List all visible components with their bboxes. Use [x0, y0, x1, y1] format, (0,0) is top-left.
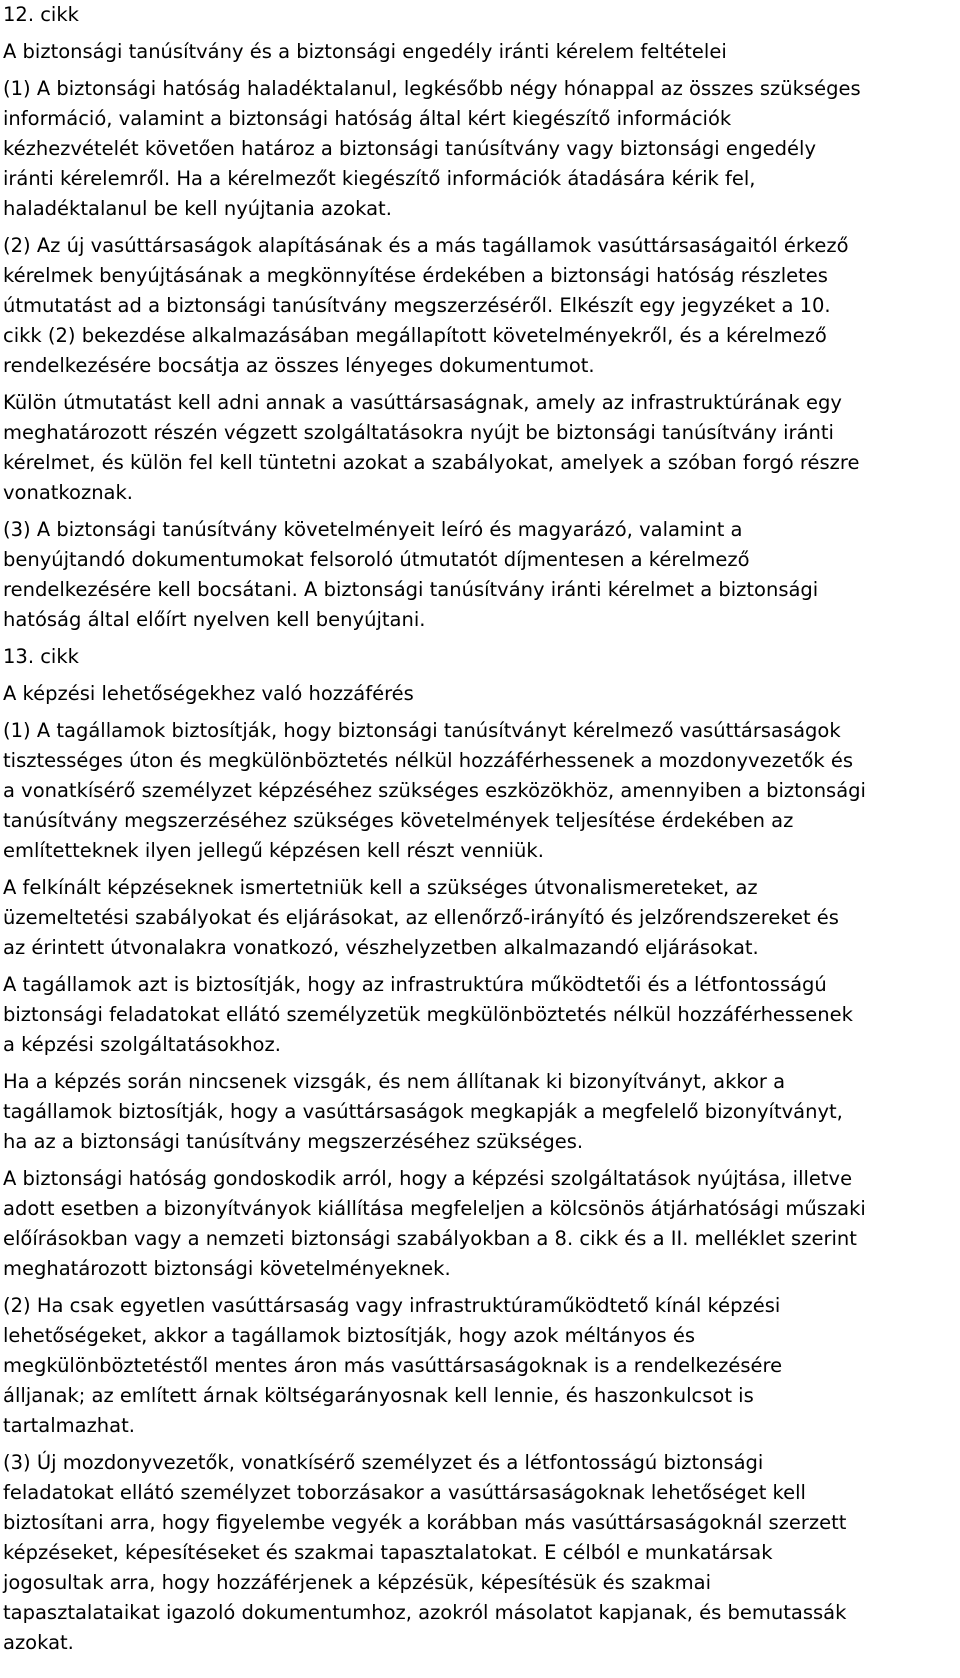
text-line: megkülönböztetéstől mentes áron más vasúttársaságoknak is a rendelkezésére [3, 1354, 783, 1377]
text-line: képzéseket, képesítéseket és szakmai tapasztalatokat. E célból e munkatársak [3, 1541, 773, 1564]
text-line: vonatkoznak. [3, 481, 133, 504]
article-title [3, 679, 953, 709]
document-body [3, 0, 953, 1665]
text-line: iránti kérelemről. Ha a kérelmezőt kiegészítő információk átadására kérik fel, [3, 167, 756, 190]
text-line: ha az a biztonsági tanúsítvány megszerzéséhez szükséges. [3, 1130, 584, 1153]
paragraph [3, 1164, 953, 1284]
paragraph [3, 1291, 953, 1441]
text-line: lehetőségeket, akkor a tagállamok biztosítják, hogy azok méltányos és [3, 1324, 696, 1347]
text-line: (3) A biztonsági tanúsítvány követelményeit leíró és magyarázó, valamint a [3, 518, 743, 541]
text-line: Külön útmutatást kell adni annak a vasúttársaságnak, amely az infrastruktúrának egy [3, 391, 842, 414]
text-line: tisztességes úton és megkülönböztetés nélkül hozzáférhessenek a mozdonyvezetők és [3, 749, 854, 772]
text-line: a vonatkísérő személyzet képzéséhez szükséges eszközökhöz, amennyiben a biztonsági [3, 779, 866, 802]
text-line: (1) A biztonsági hatóság haladéktalanul, legkésőbb négy hónappal az összes szükséges [3, 77, 861, 100]
text-line: tagállamok biztosítják, hogy a vasúttársaságok megkapják a megfelelő bizonyítványt, [3, 1100, 843, 1123]
text-line: üzemeltetési szabályokat és eljárásokat, az ellenőrző-irányító és jelzőrendszereket és [3, 906, 839, 929]
paragraph [3, 1448, 953, 1658]
text-line: A felkínált képzéseknek ismertetniük kell a szükséges útvonalismereteket, az [3, 876, 758, 899]
text-line: A képzési lehetőségekhez való hozzáférés [3, 682, 414, 705]
article-number [3, 0, 953, 30]
text-line: meghatározott részén végzett szolgáltatásokra nyújt be biztonsági tanúsítvány iránti [3, 421, 834, 444]
paragraph [3, 1067, 953, 1157]
text-line: biztosítani arra, hogy figyelembe vegyék a korábban más vasúttársaságoknál szerzett [3, 1511, 847, 1534]
text-line: biztonsági feladatokat ellátó személyzetük megkülönböztetés nélkül hozzáférhessenek [3, 1003, 853, 1026]
text-line: kérelmek benyújtásának a megkönnyítése érdekében a biztonsági hatóság részletes [3, 264, 828, 287]
paragraph [3, 873, 953, 963]
text-line: A tagállamok azt is biztosítják, hogy az infrastruktúra működtetői és a létfontosságú [3, 973, 827, 996]
text-line: tanúsítvány megszerzéséhez szükséges követelmények teljesítése érdekében az [3, 809, 794, 832]
paragraph [3, 515, 953, 635]
text-line: 13. cikk [3, 645, 79, 668]
text-line: adott esetben a bizonyítványok kiállítása megfeleljen a kölcsönös átjárhatósági műszaki [3, 1197, 866, 1220]
text-line: tapasztalataikat igazoló dokumentumhoz, azokról másolatot kapjanak, és bemutassák [3, 1601, 847, 1624]
text-line: tartalmazhat. [3, 1414, 135, 1437]
text-line: álljanak; az említett árnak költségarányosnak kell lennie, és haszonkulcsot is [3, 1384, 754, 1407]
text-line: (2) Ha csak egyetlen vasúttársaság vagy infrastruktúraműködtető kínál képzési [3, 1294, 781, 1317]
paragraph [3, 970, 953, 1060]
text-line: útmutatást ad a biztonsági tanúsítvány megszerzéséről. Elkészít egy jegyzéket a 10. [3, 294, 831, 317]
text-line: a képzési szolgáltatásokhoz. [3, 1033, 281, 1056]
text-line: A biztonsági tanúsítvány és a biztonsági engedély iránti kérelem feltételei [3, 40, 727, 63]
text-line: feladatokat ellátó személyzet toborzásakor a vasúttársaságoknak lehetőséget kell [3, 1481, 806, 1504]
article-number [3, 642, 953, 672]
text-line: (1) A tagállamok biztosítják, hogy biztonsági tanúsítványt kérelmező vasúttársaságok [3, 719, 841, 742]
text-line: előírásokban vagy a nemzeti biztonsági szabályokban a 8. cikk és a II. melléklet szerint [3, 1227, 857, 1250]
paragraph [3, 74, 953, 224]
text-line: hatóság által előírt nyelven kell benyújtani. [3, 608, 426, 631]
text-line: kézhezvételét követően határoz a biztonsági tanúsítvány vagy biztonsági engedély [3, 137, 816, 160]
paragraph [3, 716, 953, 866]
text-line: benyújtandó dokumentumokat felsoroló útmutatót díjmentesen a kérelmező [3, 548, 750, 571]
text-line: A biztonsági hatóság gondoskodik arról, hogy a képzési szolgáltatások nyújtása, illetve [3, 1167, 853, 1190]
text-line: (2) Az új vasúttársaságok alapításának és a más tagállamok vasúttársaságaitól érkező [3, 234, 849, 257]
text-line: Ha a képzés során nincsenek vizsgák, és nem állítanak ki bizonyítványt, akkor a [3, 1070, 786, 1093]
text-line: rendelkezésére bocsátja az összes lényeges dokumentumot. [3, 354, 595, 377]
text-line: jogosultak arra, hogy hozzáférjenek a képzésük, képesítésük és szakmai [3, 1571, 712, 1594]
article-title [3, 37, 953, 67]
text-line: információ, valamint a biztonsági hatóság által kért kiegészítő információk [3, 107, 732, 130]
text-line: cikk (2) bekezdése alkalmazásában megállapított követelményekről, és a kérelmező [3, 324, 827, 347]
text-line: az érintett útvonalakra vonatkozó, vészhelyzetben alkalmazandó eljárásokat. [3, 936, 759, 959]
text-line: meghatározott biztonsági követelményeknek. [3, 1257, 451, 1280]
text-line: rendelkezésére kell bocsátani. A biztonsági tanúsítvány iránti kérelmet a biztonsági [3, 578, 819, 601]
text-line: (3) Új mozdonyvezetők, vonatkísérő személyzet és a létfontosságú biztonsági [3, 1451, 764, 1474]
text-line: 12. cikk [3, 3, 79, 26]
paragraph [3, 231, 953, 381]
paragraph [3, 388, 953, 508]
text-line: említetteknek ilyen jellegű képzésen kell részt venniük. [3, 839, 544, 862]
text-line: kérelmet, és külön fel kell tüntetni azokat a szabályokat, amelyek a szóban forgó részre [3, 451, 860, 474]
text-line: haladéktalanul be kell nyújtania azokat. [3, 197, 392, 220]
text-line: azokat. [3, 1631, 74, 1654]
